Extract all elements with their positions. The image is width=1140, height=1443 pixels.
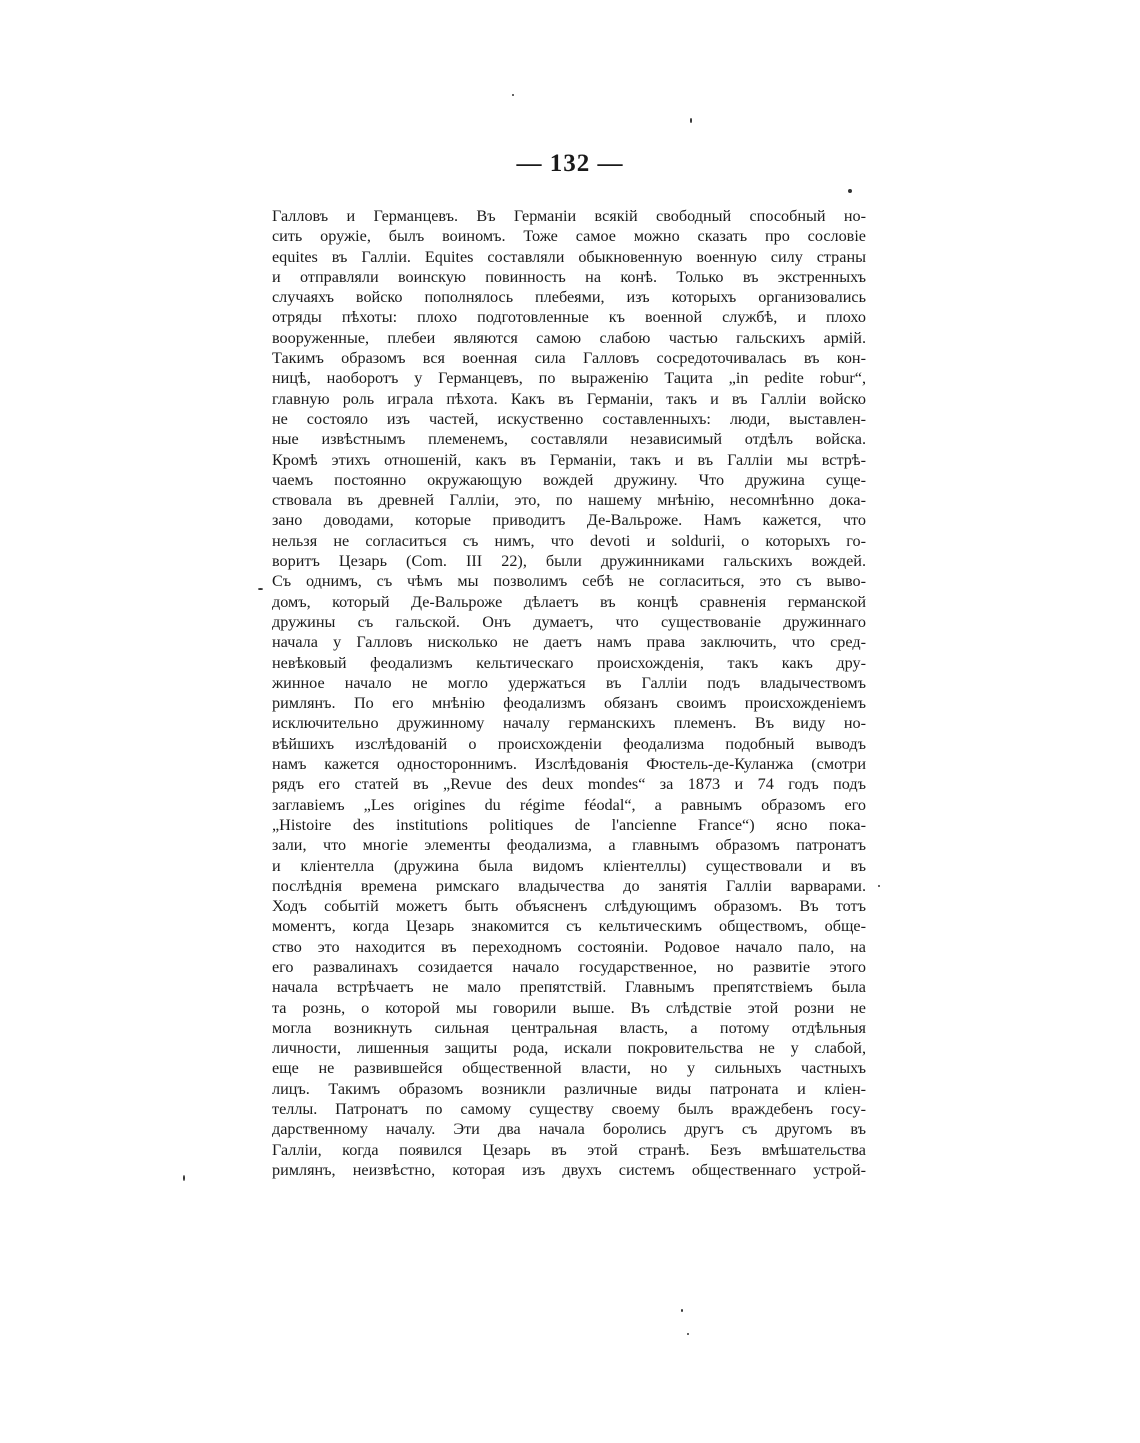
text-line: ствовала въ древней Галліи, это, по нашему мнѣнію, несомнѣнно дока- bbox=[272, 491, 866, 510]
text-line: equites въ Галліи. Equites составляли обыкновенную военную силу страны bbox=[272, 247, 866, 266]
text-line: „Histoire des institutions politiques de l'ancienne France“) ясно пока- bbox=[272, 815, 866, 834]
text-line: Съ однимъ, съ чѣмъ мы позволимъ себѣ не согласиться, это съ выво- bbox=[272, 572, 866, 591]
body-text bbox=[272, 206, 866, 1180]
text-line: Такимъ образомъ вся военная сила Галловъ сосредоточивалась въ кон- bbox=[272, 349, 866, 368]
text-line: жинное начало не могло удержаться въ Галліи подъ владычествомъ bbox=[272, 673, 866, 692]
scan-speck bbox=[687, 1333, 689, 1335]
text-line: Галліи, когда появился Цезарь въ этой странѣ. Безъ вмѣшательства bbox=[272, 1140, 866, 1159]
text-line: и отправляли воинскую повинность на конѣ. Только въ экстренныхъ bbox=[272, 267, 866, 286]
text-line: ницѣ, наоборотъ у Германцевъ, по выраженію Тацита „in pedite robur“, bbox=[272, 369, 866, 388]
text-line: чаемъ постоянно окружающую вождей дружину. Что дружина суще- bbox=[272, 470, 866, 489]
scan-speck bbox=[258, 588, 263, 590]
text-line: зали, что многіе элементы феодализма, а главнымъ образомъ патронатъ bbox=[272, 836, 866, 855]
text-line: Кромѣ этихъ отношеній, какъ въ Германіи, такъ и въ Галліи мы встрѣ- bbox=[272, 450, 866, 469]
text-line: ство это находится въ переходномъ состояніи. Родовое начало пало, на bbox=[272, 937, 866, 956]
text-line: начала у Галловъ нисколько не даетъ намъ права заключить, что сред- bbox=[272, 633, 866, 652]
text-line: исключительно дружинному началу германскихъ племенъ. Въ виду но- bbox=[272, 714, 866, 733]
text-line: послѣднія времена римскаго владычества до занятія Галліи варварами. bbox=[272, 876, 866, 895]
scan-speck bbox=[878, 885, 880, 887]
text-line: не состояло изъ частей, искуственно составленныхъ: люди, выставлен- bbox=[272, 409, 866, 428]
text-line: сить оружіе, былъ воиномъ. Тоже самое можно сказать про сословіе bbox=[272, 227, 866, 246]
text-line: римлянъ. По его мнѣнію феодализмъ обязанъ своимъ происхожденіемъ bbox=[272, 694, 866, 713]
text-line: заглавіемъ „Les origines du régime féodal“, а равнымъ образомъ его bbox=[272, 795, 866, 814]
text-line: невѣковый феодализмъ кельтическаго происхожденія, такъ какъ дру- bbox=[272, 653, 866, 672]
scan-speck bbox=[512, 94, 514, 96]
text-line: личности, лишенныя защиты рода, искали покровительства не у слабой, bbox=[272, 1039, 866, 1058]
text-line: нельзя не согласиться съ нимъ, что devoti и soldurii, о которыхъ го- bbox=[272, 531, 866, 550]
text-line: дарственному началу. Эти два начала боролись другъ съ другомъ въ bbox=[272, 1120, 866, 1139]
text-line: вѣйшихъ изслѣдованій о происхожденіи феодализма подобный выводъ bbox=[272, 734, 866, 753]
text-line: дружины съ гальской. Онъ думаетъ, что существованіе дружиннаго bbox=[272, 612, 866, 631]
text-line: ные извѣстнымъ племенемъ, составляли независимый отдѣлъ войска. bbox=[272, 430, 866, 449]
text-line: еще не развившейся общественной власти, но у сильныхъ частныхъ bbox=[272, 1059, 866, 1078]
text-line: домъ, который Де-Вальроже дѣлаетъ въ концѣ сравненія германской bbox=[272, 592, 866, 611]
text-line: рядъ его статей въ „Revue des deux mondes“ за 1873 и 74 годъ подъ bbox=[272, 775, 866, 794]
scan-speck bbox=[848, 189, 852, 193]
text-line: воритъ Цезарь (Com. III 22), были дружинниками гальскихъ вождей. bbox=[272, 552, 866, 571]
text-line: начала встрѣчаетъ не мало препятствій. Главнымъ препятствіемъ была bbox=[272, 978, 866, 997]
text-line: Ходъ событій можетъ быть объясненъ слѣдующимъ образомъ. Въ тотъ bbox=[272, 897, 866, 916]
text-line: главную роль играла пѣхота. Какъ въ Германіи, такъ и въ Галліи войско bbox=[272, 389, 866, 408]
text-line: Галловъ и Германцевъ. Въ Германіи всякій свободный способный но- bbox=[272, 207, 866, 225]
text-line: вооруженные, плебеи являются самою слабою частью гальскихъ армій. bbox=[272, 328, 866, 347]
text-line: случаяхъ войско пополнялось плебеями, изъ которыхъ организовались bbox=[272, 288, 866, 307]
text-line: моментъ, когда Цезарь знакомится съ кельтическимъ обществомъ, обще- bbox=[272, 917, 866, 936]
text-line: теллы. Патронатъ по самому существу своему былъ враждебенъ госу- bbox=[272, 1100, 866, 1119]
text-line: лицъ. Такимъ образомъ возникли различные виды патроната и кліен- bbox=[272, 1079, 866, 1098]
text-line: зано доводами, которые приводитъ Де-Вальроже. Намъ кажется, что bbox=[272, 511, 866, 530]
text-line: его развалинахъ созидается начало государственное, но развитіе этого bbox=[272, 957, 866, 976]
page-number: — 132 — bbox=[516, 150, 624, 177]
text-line: римлянъ, неизвѣстно, которая изъ двухъ системъ общественнаго устрой- bbox=[272, 1160, 866, 1179]
text-line: и кліентелла (дружина была видомъ кліентеллы) существовали и въ bbox=[272, 856, 866, 875]
scan-speck bbox=[183, 1175, 185, 1181]
scan-speck bbox=[690, 118, 692, 123]
text-line: та рознь, о которой мы говорили выше. Въ слѣдствіе этой розни не bbox=[272, 998, 866, 1017]
text-line: отряды пѣхоты: плохо подготовленные къ военной службѣ, и плохо bbox=[272, 308, 866, 327]
text-line: намъ кажется одностороннимъ. Изслѣдованія Фюстель-де-Куланжа (смотри bbox=[272, 755, 866, 774]
scan-speck bbox=[681, 1309, 683, 1312]
text-line: могла возникнуть сильная центральная власть, а потому отдѣльныя bbox=[272, 1018, 866, 1037]
